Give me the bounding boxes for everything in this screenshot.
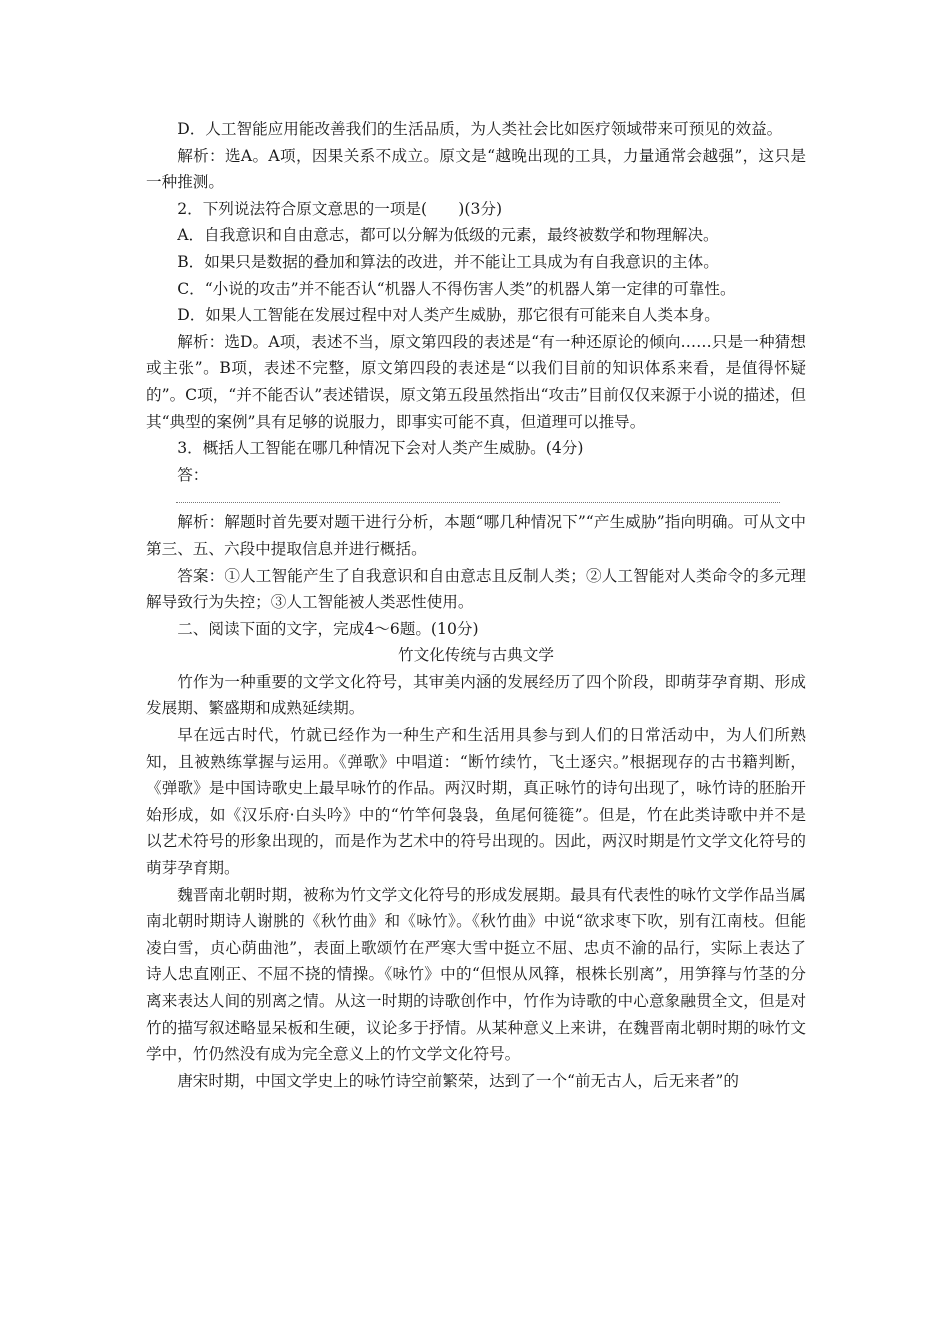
section2-heading: 二、阅读下面的文字，完成4～6题。(10分) [177,619,479,638]
q3-analysis: 解析：解题时首先要对题干进行分析，本题“哪几种情况下”“产生威胁”指向明确。可从文中第三、五、六段中提取信息并进行概括。 [146,513,806,558]
q3-stem: 3．概括人工智能在哪几种情况下会对人类产生威胁。(4分) [177,439,584,458]
answer-blank-line [176,502,780,503]
article-paragraph: 魏晋南北朝时期，被称为竹文学文化符号的形成发展期。最具有代表性的咏竹文学作品当属南北朝时期诗人谢朓的《秋竹曲》和《咏竹》。《秋竹曲》中说“欲求枣下吹，别有江南枝。但能凌白雪，贞心荫曲池”，表面上歌颂竹在严寒大雪中挺立不屈、忠贞不渝的品行，实际上表达了诗人忠直刚正、不屈不挠的情操。《咏竹》中的“但恨从风箨，根株长别离”，用笋箨与竹茎的分离来表达人间的别离之情。从这一时期的诗歌创作中，竹作为诗歌的中心意象融贯全文，但是对竹的描写叙述略显呆板和生硬，议论多于抒情。从某种意义上来讲，在魏晋南北朝时期的咏竹文学中，竹仍然没有成为完全意义上的竹文学文化符号。 [146,885,806,1064]
document-page [146,116,806,1094]
q3-answer: 答案：①人工智能产生了自我意识和自由意志且反制人类；②人工智能对人类命令的多元理解导致行为失控；③人工智能被人类恶性使用。 [146,566,806,612]
article-paragraph: 早在远古时代，竹就已经作为一种生产和生活用具参与到人们的日常活动中，为人们所熟知，且被熟练掌握与运用。《弹歌》中唱道：“断竹续竹，飞土逐宍。”根据现存的古书籍判断，《弹歌》是中国诗歌史上最早咏竹的作品。两汉时期，真正咏竹的诗句出现了，咏竹诗的胚胎开始形成，如《汉乐府·白头吟》中的“竹竿何袅袅，鱼尾何簁簁”。但是，竹在此类诗歌中并不是以艺术符号的形象出现的，而是作为艺术中的符号出现的。因此，两汉时期是竹文学文化符号的萌芽孕育期。 [146,726,806,878]
article-paragraph: 唐宋时期，中国文学史上的咏竹诗空前繁荣，达到了一个“前无古人，后无来者”的 [177,1071,739,1090]
q2-option-d: D．如果人工智能在发展过程中对人类产生威胁，那它很有可能来自人类本身。 [177,306,720,325]
q1-analysis: 解析：选A。A项，因果关系不成立。原文是“越晚出现的工具，力量通常会越强”，这只是一种推测。 [146,146,806,192]
q2-option-a: A．自我意识和自由意志，都可以分解为低级的元素，最终被数学和物理解决。 [177,226,719,245]
q2-option-c: C．“小说的攻击”并不能否认“机器人不得伤害人类”的机器人第一定律的可靠性。 [177,279,736,298]
article-paragraph: 竹作为一种重要的文学文化符号，其审美内涵的发展经历了四个阶段，即萌芽孕育期、形成发展期、繁盛期和成熟延续期。 [146,672,806,718]
q1-option-d: D．人工智能应用能改善我们的生活品质，为人类社会比如医疗领域带来可预见的效益。 [177,120,783,138]
q3-answer-label: 答： [177,465,209,484]
q2-option-b: B．如果只是数据的叠加和算法的改进，并不能让工具成为有自我意识的主体。 [177,252,719,271]
q2-analysis: 解析：选D。A项，表述不当，原文第四段的表述是“有一种还原论的倾向……只是一种猜想或主张”。B项，表述不完整，原文第四段的表述是“以我们目前的知识体系来看，是值得怀疑的”。C项，“并不能否认”表述错误，原文第五段虽然指出“攻击”目前仅仅来源于小说的描述，但其“典型的案例”具有足够的说服力，即事实可能不真，但道理可以推导。 [146,332,806,431]
q2-stem: 2．下列说法符合原文意思的一项是( )(3分) [177,199,503,218]
article-title: 竹文化传统与古典文学 [398,646,554,665]
